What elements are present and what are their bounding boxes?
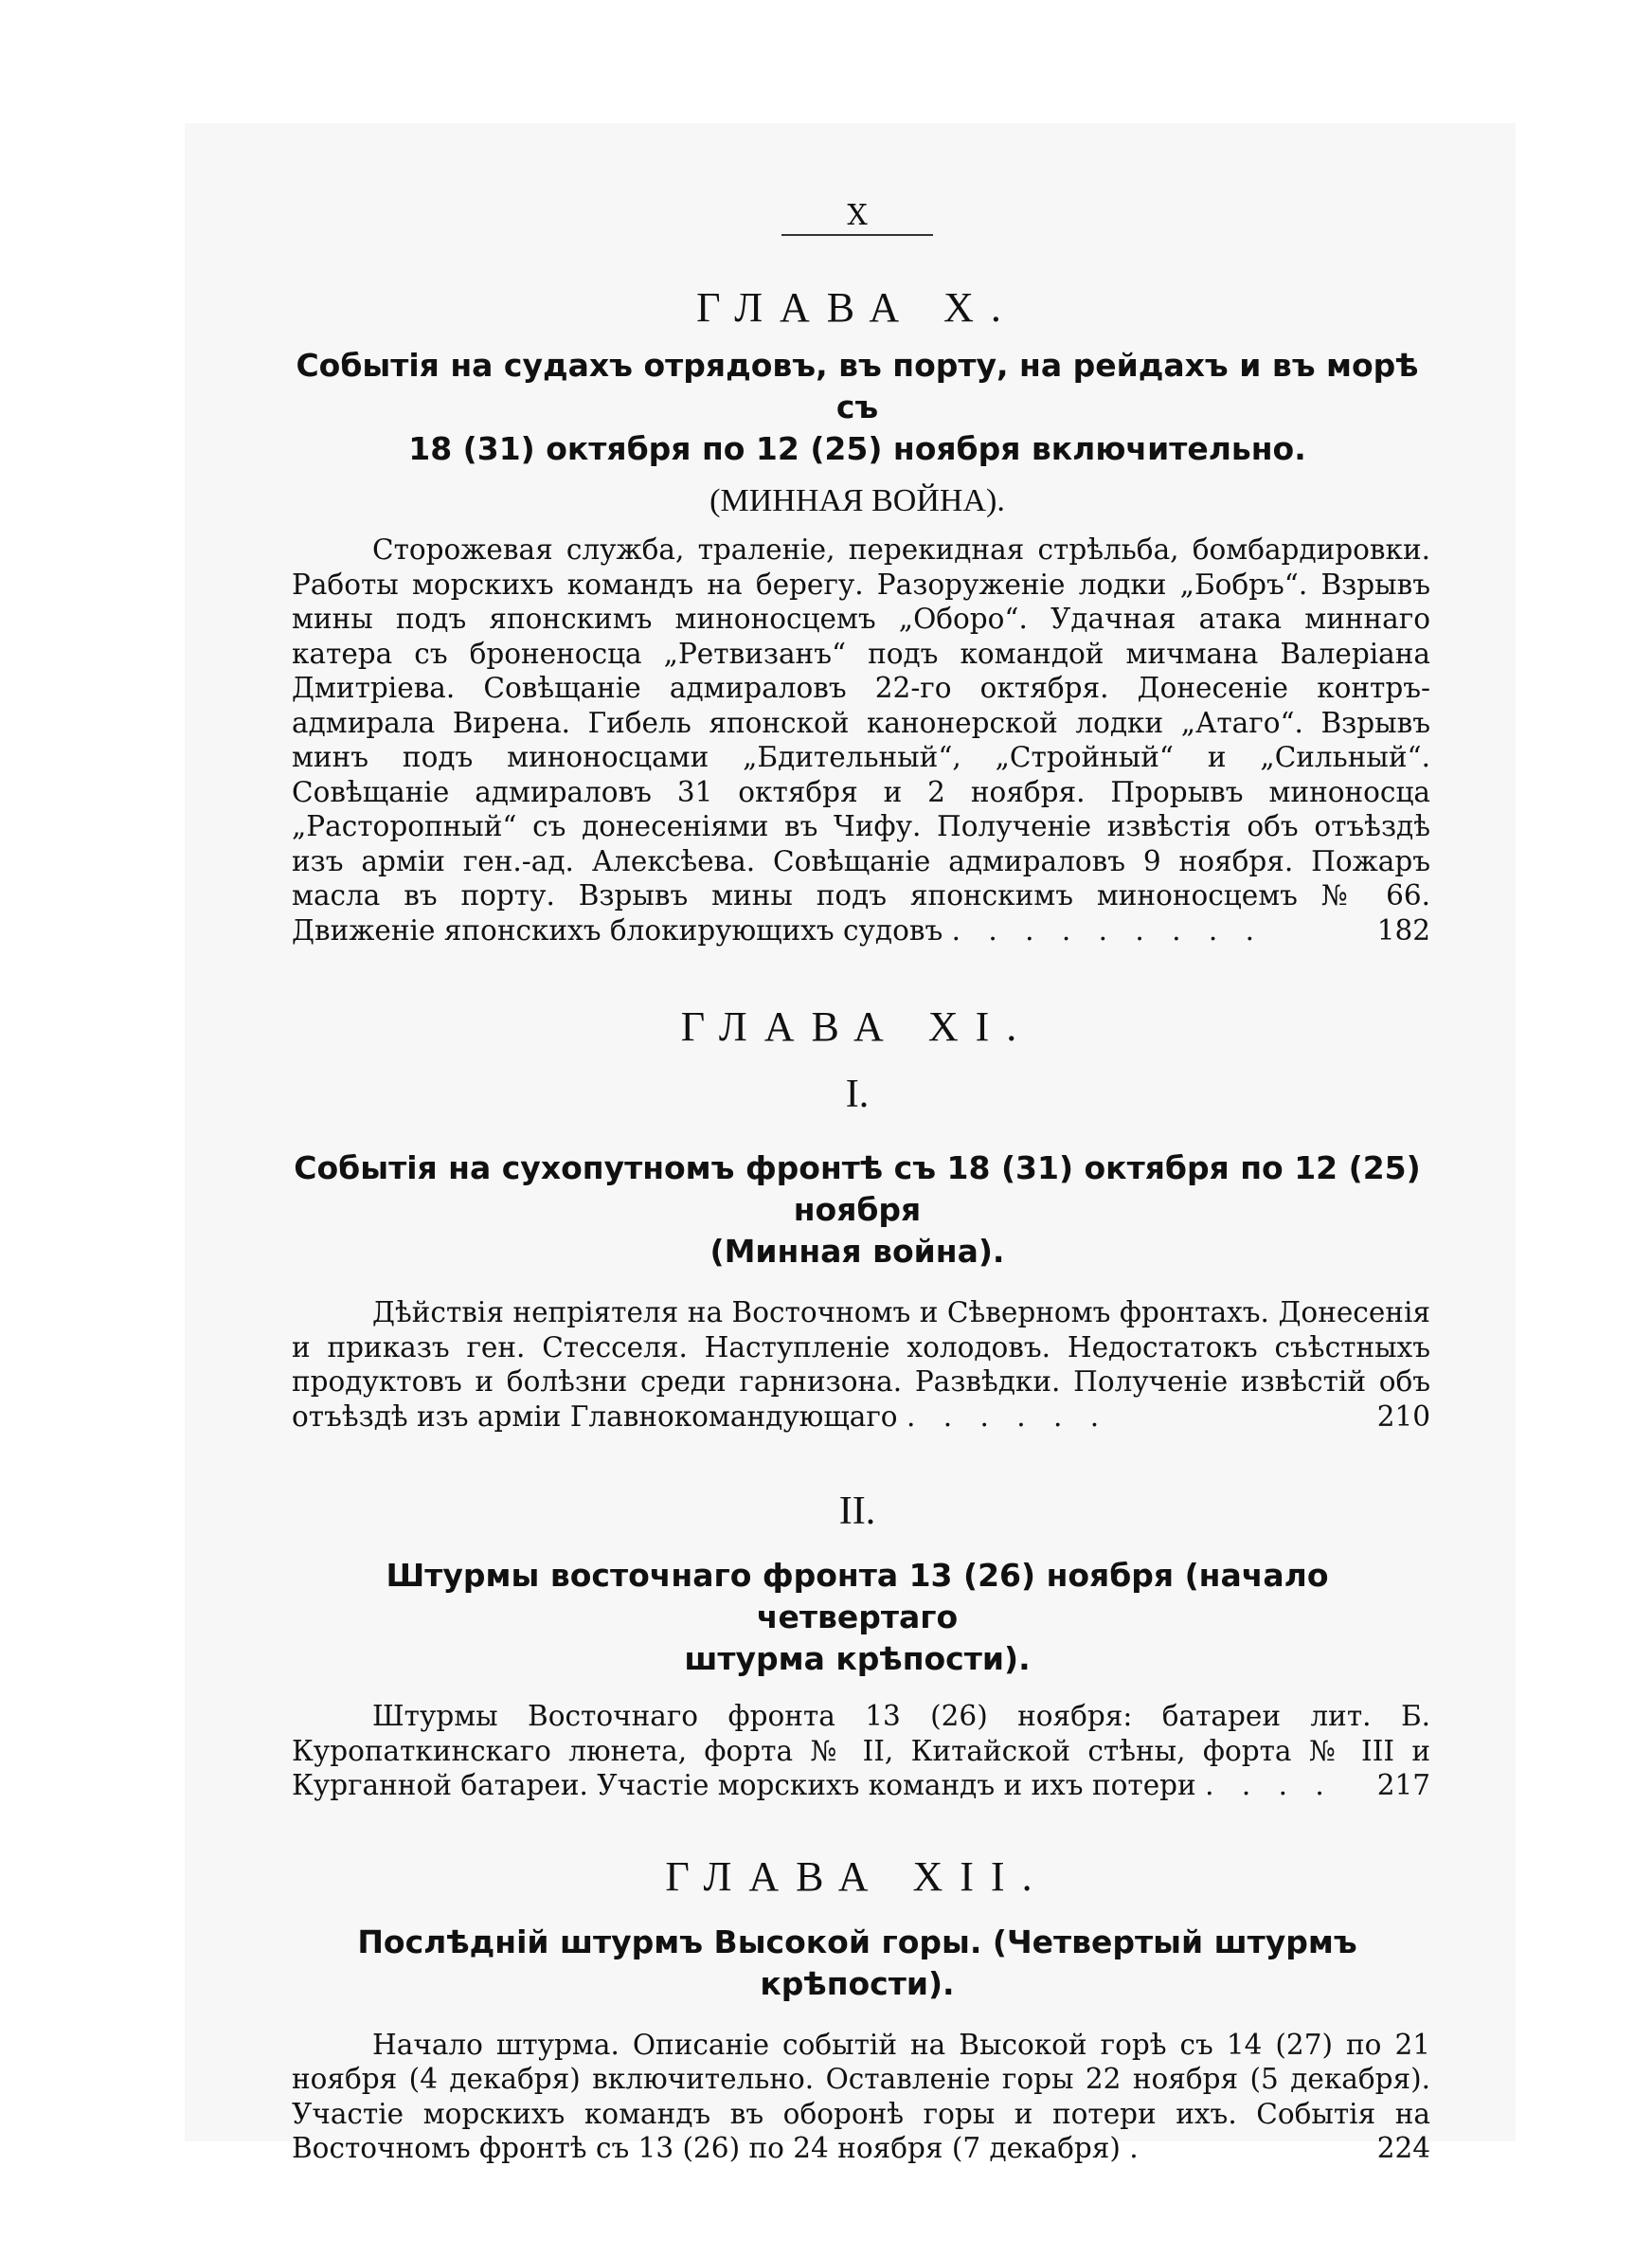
- chapter-x-entry: [284, 283, 1430, 948]
- part-summary: [292, 1699, 1430, 1803]
- chapter-title-line: Событія на судахъ отрядовъ, въ порту, на рейдахъ и въ морѣ съ: [296, 347, 1419, 425]
- summary-text: Начало штурма. Описаніе событій на Высокой горѣ съ 14 (27) по 21 ноября (4 декабря) включительно. Оставленіе горы 22 ноября (5 декабря). Участіе морскихъ командъ въ оборонѣ горы и потери ихъ. Событія на Восточномъ фронтѣ съ 13 (26) по 24 ноября (7 декабря): [292, 2028, 1430, 2164]
- table-of-contents-page: [284, 199, 1430, 2166]
- part-summary: [292, 1295, 1430, 1434]
- summary-text: Штурмы Восточнаго фронта 13 (26) ноября: батареи лит. Б. Куропаткинскаго люнета, форта № II, Китайской стѣны, форта № III и Курганной батареи. Участіе морскихъ командъ и ихъ потери: [292, 1700, 1430, 1801]
- leader-dots: . . . . . .: [906, 1399, 1109, 1433]
- chapter-subtitle: (МИННАЯ ВОЙНА).: [709, 483, 1005, 518]
- leader-dots: . . . .: [1205, 1769, 1334, 1801]
- chapter-xii-entry: [284, 1852, 1430, 2166]
- leader-dots: .: [1129, 2132, 1148, 2164]
- chapter-title-line: Послѣдній штурмъ Высокой горы. (Четвертый штурмъ крѣпости).: [357, 1923, 1357, 2002]
- summary-text: Дѣйствія непріятеля на Восточномъ и Сѣверномъ фронтахъ. Донесенія и приказъ ген. Стесселя. Наступленіе холодовъ. Недостатокъ съѣстныхъ продуктовъ и болѣзни среди гарнизона. Развѣдки. Полученіе извѣстій объ отъѣздѣ изъ арміи Главнокомандующаго: [292, 1296, 1430, 1433]
- chapter-xi-entry: [284, 1002, 1430, 1803]
- chapter-summary: [292, 533, 1430, 948]
- part-title-line: Штурмы восточнаго фронта 13 (26) ноября (начало четвертаго: [386, 1557, 1329, 1635]
- page-number: X: [781, 199, 933, 236]
- page-reference: 217: [1376, 1769, 1430, 1801]
- chapter-heading: ГЛАВА X.: [696, 284, 1018, 331]
- page-reference: 210: [1376, 1399, 1430, 1433]
- chapter-heading: ГЛАВА XI.: [680, 1003, 1034, 1050]
- part-title-line: штурма крѣпости).: [684, 1640, 1031, 1677]
- part-title-line: (Минная война).: [709, 1233, 1005, 1270]
- page-reference: 182: [1376, 913, 1430, 947]
- chapter-summary: [292, 2028, 1430, 2166]
- leader-dots: . . . . . . . . .: [951, 913, 1265, 947]
- part-number: I.: [845, 1073, 870, 1116]
- part-number: II.: [838, 1490, 876, 1533]
- summary-text: Сторожевая служба, траленіе, перекидная стрѣльба, бомбардировки. Работы морскихъ командъ на берегу. Разоруженіе лодки „Бобръ“. Взрывъ мины подъ японскимъ миноносцемъ „Оборо“. Удачная атака миннаго катера съ броненосца „Ретвизанъ“ подъ командой мичмана Валеріана Дмитріева. Совѣщаніе адмираловъ 22-го октября. Донесеніе контръ-адмирала Вирена. Гибель японской канонерской лодки „Атаго“. Взрывъ минъ подъ миноносцами „Бдительный“, „Стройный“ и „Сильный“. Совѣщаніе адмираловъ 31 октября и 2 ноября. Прорывъ миноносца „Расторопный“ съ донесеніями въ Чифу. Полученіе извѣстія объ отъѣздѣ изъ арміи ген.-ад. Алексѣева. Совѣщаніе адмираловъ 9 ноября. Пожаръ масла въ порту. Взрывъ мины подъ японскимъ миноносцемъ № 66. Движеніе японскихъ блокирующихъ судовъ: [292, 533, 1430, 947]
- part-title-line: Событія на сухопутномъ фронтѣ съ 18 (31) октября по 12 (25) ноября: [294, 1149, 1421, 1228]
- chapter-title-line: 18 (31) октября по 12 (25) ноября включительно.: [408, 430, 1306, 467]
- page-reference: 224: [1376, 2132, 1430, 2164]
- chapter-heading: ГЛАВА XII.: [665, 1852, 1050, 1900]
